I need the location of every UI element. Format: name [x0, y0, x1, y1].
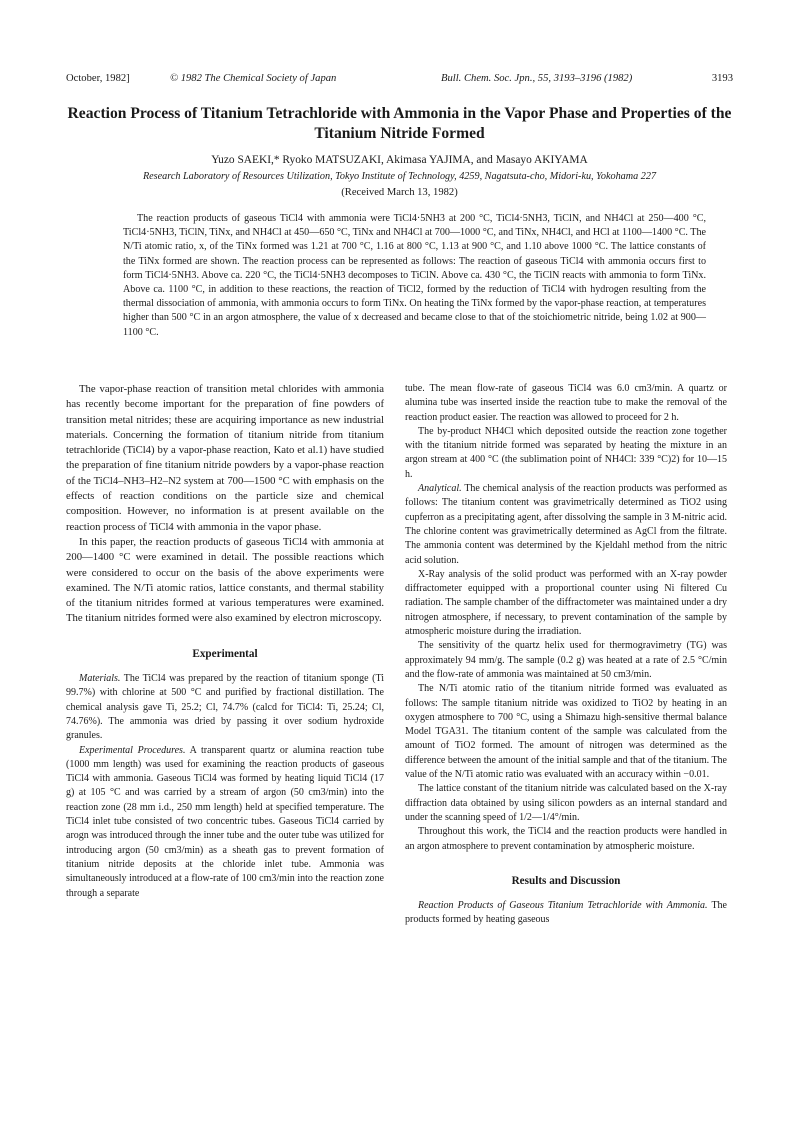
article-title: Reaction Process of Titanium Tetrachloride with Ammonia in the Vapor Phase and Properties of the Titanium Nitride Formed: [67, 105, 732, 142]
nti-ratio-paragraph: The N/Ti atomic ratio of the titanium nitride formed was evaluated as follows: The sample titanium nitride was oxidized to TiO2 by heating in an oxygen atmosphere to 700 °C, using a Shimazu high-sensitive thermal balance Model TGA31. The titanium content of the sample was calculated from the amount of TiO2 formed. The amount of nitrogen was determined as the difference between the amount of the initial sample and that of the titanium. The value of the N/Ti atomic ratio was evaluated with an accuracy within −0.01.: [405, 683, 727, 781]
section-heading-results: Results and Discussion: [511, 874, 621, 887]
byproduct-paragraph: The by-product NH4Cl which deposited outside the reaction zone together with the titanium nitride formed was separated by heating the mixture in an argon stream at 400 °C (the sublimation point of NH4Cl: 339 °C)2) for 10—15 h.: [405, 425, 727, 480]
analytical-paragraph: [405, 482, 727, 568]
header-copyright: © 1982 The Chemical Society of Japan: [170, 73, 337, 84]
results-paragraph: [405, 899, 727, 928]
procedures-heading: Experimental Procedures.: [79, 744, 186, 756]
results-heading: Reaction Products of Gaseous Titanium Tetrachloride with Ammonia.: [418, 900, 708, 912]
xray-paragraph: X-Ray analysis of the solid product was performed with an X-ray powder diffractometer equipped with a proportional counter using Ni filtered Cu radiation. The sample chamber of the diffractometer was maintained under a dry nitrogen atmosphere, if necessary, to prevent contamination of the sample by atmospheric moisture during the irradiation.: [405, 568, 727, 638]
abstract: The reaction products of gaseous TiCl4 with ammonia were TiCl4·5NH3 at 200 °C, TiCl4·5NH3, TiClN, and NH4Cl at 250—400 °C, TiCl4·5NH3, TiClN, TiNx, and NH4Cl at 450—650 °C, TiNx and NH4Cl at 700—1000 °C, and TiNx, NH4Cl, and HCl at 1100—1400 °C. The N/Ti atomic ratio, x, of the TiNx formed was 1.21 at 700 °C, 1.16 at 800 °C, 1.13 at 900 °C, and 1.10 above 1000 °C. The lattice constants of the TiNx formed are shown. The reaction process can be represented as follows: The reaction of gaseous TiCl4 with ammonia occurs first to form TiCl4·5NH3. Above ca. 220 °C, the TiCl4·5NH3 decomposes to TiClN. Above ca. 430 °C, the TiClN reacts with ammonia to form TiNx. Above ca. 1100 °C, in addition to these reactions, the reaction of TiCl2, formed by the reduction of TiCl4 with hydrogen resulting from the thermal dissociation of ammonia, with ammonia occurs to form TiNx. On heating the TiNx formed by the vapor-phase reaction, at temperatures higher than 500 °C in an argon atmosphere, the value of x decreased and became close to that of the stoichiometric nitride, being 1.02 at 900—1100 °C.: [123, 213, 706, 338]
article-authors: Yuzo SAEKI,* Ryoko MATSUZAKI, Akimasa YAJIMA, and Masayo AKIYAMA: [211, 154, 588, 166]
right-column: [405, 382, 727, 928]
materials-text: The TiCl4 was prepared by the reaction of titanium sponge (Ti 99.7%) with chlorine at 500 °C and purified by fractional distillation. The chemical analysis gave Ti, 25.2; Cl, 74.7% (calcd for TiCl4: Ti, 25.24; Cl, 74.76%). The ammonia was dried by passing it over sodium hydroxide granules.: [66, 673, 384, 742]
continued-paragraph: tube. The mean flow-rate of gaseous TiCl4 was 6.0 cm3/min. A quartz or alumina tube was inserted inside the reaction tube to make the removal of the reaction product easier. The reaction was allowed to proceed for 2 h.: [405, 383, 727, 423]
received-date: (Received March 13, 1982): [341, 187, 458, 198]
handling-paragraph: Throughout this work, the TiCl4 and the reaction products were handled in an argon atmosphere to prevent contamination by atmospheric moisture.: [405, 826, 727, 852]
author-affiliation: Research Laboratory of Resources Utilization, Tokyo Institute of Technology, 4259, Nagatsuta-cho, Midori-ku, Yokohama 227: [142, 171, 657, 182]
tg-paragraph: The sensitivity of the quartz helix used for thermogravimetry (TG) was approximately 94 mm/g. The sample (0.2 g) was heated at a rate of 2.5 °C/min and the flow-rate of ammonia was maintained at 50 cm3/min.: [405, 640, 727, 680]
left-column: [66, 382, 384, 901]
materials-heading: Materials.: [79, 673, 121, 685]
header-journal: Bull. Chem. Soc. Jpn., 55, 3193–3196 (1982): [441, 73, 633, 84]
lattice-paragraph: The lattice constant of the titanium nitride was calculated based on the X-ray diffraction data obtained by using silicon powders as an internal standard and under the scanning speed of 1/2—1/4°/min.: [405, 783, 727, 823]
materials-paragraph: [66, 672, 384, 743]
procedures-text: A transparent quartz or alumina reaction tube (1000 mm length) was used for examining the reaction products of gaseous TiCl4 with ammonia. Gaseous TiCl4 was formed by heating liquid TiCl4 (17 g) at 105 °C and was carried by a stream of argon (50 cm3/min) into the reaction zone (28 mm i.d., 250 mm length) held at specified temperature. The TiCl4 inlet tube consisted of two concentric tubes. Gaseous TiCl4 carried by arogn was introduced through the inner tube and the outer tube was utilized for introducing argon (50 cm3/min) as a sheath gas to prevent formation of titanium nitride deposits at the chloride inlet tube. Ammonia was simultaneously introduced at a flow-rate of 100 cm3/min into the reaction zone through a separate: [66, 744, 384, 899]
procedures-paragraph: [66, 744, 384, 901]
section-heading-experimental: Experimental: [192, 647, 258, 660]
intro-paragraph-2: In this paper, the reaction products of gaseous TiCl4 with ammonia at 200—1400 °C were examined in detail. The possible reactions which were considered to occur on the basis of the above experiments were examined. The N/Ti atomic ratios, lattice constants, and thermal stability of the titanium nitrides formed at various temperatures were examined. The titanium nitrides formed were also examined by electron microscopy.: [66, 535, 384, 625]
analytical-heading: Analytical.: [418, 483, 462, 495]
header-date: October, 1982]: [66, 73, 130, 84]
results-text: The products formed by heating gaseous: [405, 900, 727, 926]
intro-paragraph-1: The vapor-phase reaction of transition metal chlorides with ammonia has recently become important for the preparation of fine powders of transition metal nitrides; these are acquiring importance as new industrial materials. Concerning the formation of titanium nitride from titanium tetrachloride (TiCl4) by a vapor-phase reaction, Kato et al.1) have studied the preparation of fine titanium nitride powders by a vapor-phase reaction of the TiCl4–NH3–H2–N2 system at 700—1500 °C with emphasis on the effects of reaction conditions on the particle size and chemical composition. However, no information is at present available on the reaction process of TiCl4 with ammonia in the vapor phase.: [66, 383, 384, 533]
running-header: [66, 71, 733, 87]
header-page-number: 3193: [711, 73, 733, 84]
analytical-text: The chemical analysis of the reaction products was performed as follows: The titanium content was gravimetrically determined as TiO2 using cupferron as a precipitating agent, after dissolving the sample in 3 M-nitric acid. The chlorine content was gravimetrically determined as AgCl from the filtrate. The ammonia content was determined by the Kjeldahl method from the nitric acid solution.: [405, 483, 727, 566]
